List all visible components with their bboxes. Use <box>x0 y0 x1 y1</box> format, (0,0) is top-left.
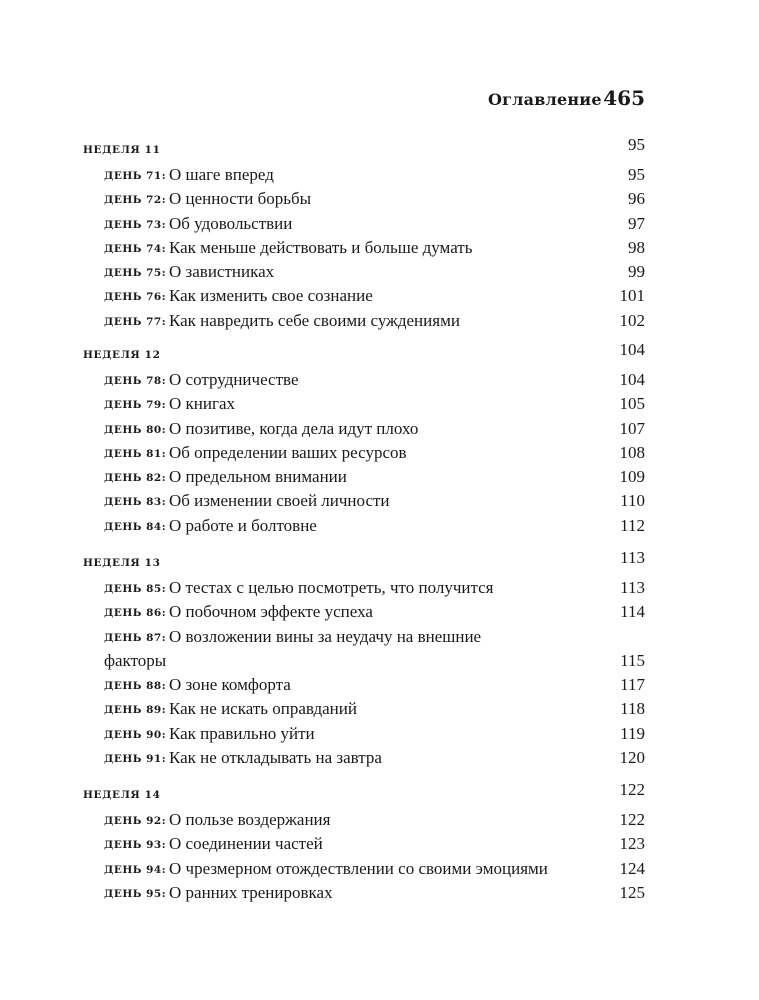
toc-entry-continuation[interactable] <box>83 651 645 675</box>
day-label: ДЕНЬ 88: <box>104 680 167 693</box>
day-title: О предельном внимании <box>169 467 347 487</box>
week-section <box>83 340 645 540</box>
day-label: ДЕНЬ 91: <box>104 753 167 766</box>
toc-entry[interactable] <box>83 286 645 310</box>
week-heading <box>83 780 645 810</box>
day-title: О пользе воздержания <box>169 810 331 829</box>
day-label: ДЕНЬ 85: <box>104 583 167 595</box>
toc-entry[interactable] <box>83 699 645 723</box>
week-label: НЕДЕЛЯ 12 <box>83 349 161 361</box>
toc-entry[interactable] <box>83 810 645 834</box>
week-section <box>83 548 645 772</box>
day-title: Об удовольствии <box>169 213 293 233</box>
day-label: ДЕНЬ 84: <box>104 520 167 533</box>
toc-entry[interactable] <box>83 238 645 262</box>
toc-entry[interactable] <box>83 394 645 418</box>
day-label: ДЕНЬ 80: <box>104 423 167 436</box>
day-title: Об определении ваших ресурсов <box>169 442 407 462</box>
day-title: Об изменении своей личности <box>169 491 390 511</box>
day-title: О побочном эффекте успеха <box>169 602 373 622</box>
day-label: ДЕНЬ 82: <box>104 472 167 485</box>
day-page-number: 95 <box>628 165 645 184</box>
toc-entry[interactable] <box>83 516 645 540</box>
day-label: ДЕНЬ 92: <box>104 815 167 827</box>
week-page-number: 113 <box>620 548 645 567</box>
day-title: О книгах <box>169 394 235 414</box>
week-heading <box>83 340 645 370</box>
toc-entry[interactable] <box>83 859 645 883</box>
day-label: ДЕНЬ 83: <box>104 496 167 509</box>
day-label: ДЕНЬ 73: <box>104 218 167 231</box>
day-title: О работе и болтовне <box>169 515 317 535</box>
day-label: ДЕНЬ 79: <box>104 399 167 412</box>
day-page-number: 118 <box>620 699 645 719</box>
day-title: Как не откладывать на завтра <box>169 748 382 768</box>
day-label: ДЕНЬ 87: <box>104 631 167 644</box>
day-title: О чрезмерном отождествлении со своими эмоциями <box>169 858 548 878</box>
day-label: ДЕНЬ 86: <box>104 607 167 620</box>
day-page-number: 102 <box>619 310 645 330</box>
day-label: ДЕНЬ 78: <box>104 375 167 387</box>
day-label: ДЕНЬ 77: <box>104 315 167 328</box>
day-title: О шаге вперед <box>169 165 274 184</box>
day-page-number: 125 <box>619 882 645 902</box>
day-title: О зоне комфорта <box>169 675 291 695</box>
day-title: Как меньше действовать и больше думать <box>169 237 473 257</box>
day-title: О завистниках <box>169 262 275 282</box>
toc-entry[interactable] <box>83 311 645 335</box>
day-page-number: 107 <box>619 418 645 438</box>
day-title: Как правильно уйти <box>169 723 315 743</box>
day-page-number: 117 <box>620 675 645 695</box>
week-heading <box>83 135 645 165</box>
toc-entry[interactable] <box>83 602 645 626</box>
day-page-number: 96 <box>628 189 645 209</box>
toc-entry[interactable] <box>83 165 645 189</box>
week-section <box>83 780 645 907</box>
day-page-number: 108 <box>619 442 645 462</box>
toc-entry[interactable] <box>83 370 645 394</box>
toc-entry[interactable] <box>83 627 645 651</box>
toc-entry[interactable] <box>83 214 645 238</box>
day-page-number: 124 <box>619 858 645 878</box>
page-number: 465 <box>603 86 645 110</box>
week-label: НЕДЕЛЯ 13 <box>83 557 161 569</box>
day-label: ДЕНЬ 76: <box>104 291 167 304</box>
toc-entry[interactable] <box>83 491 645 515</box>
day-label: ДЕНЬ 89: <box>104 704 167 717</box>
toc-entry[interactable] <box>83 262 645 286</box>
running-header <box>460 86 645 114</box>
day-label: ДЕНЬ 93: <box>104 839 167 852</box>
day-page-number: 115 <box>620 650 645 670</box>
day-label: ДЕНЬ 75: <box>104 267 167 280</box>
day-title: Как изменить свое сознание <box>169 286 373 306</box>
running-header-title: Оглавление <box>488 90 602 109</box>
toc-entry[interactable] <box>83 443 645 467</box>
day-title: О соединении частей <box>169 834 323 854</box>
week-section <box>83 135 645 335</box>
day-title: О тестах с целью посмотреть, что получится <box>169 578 494 597</box>
toc-entry[interactable] <box>83 419 645 443</box>
day-page-number: 101 <box>619 286 645 306</box>
day-page-number: 123 <box>619 834 645 854</box>
day-title: О ценности борьбы <box>169 189 312 209</box>
week-page-number: 122 <box>619 780 645 799</box>
day-page-number: 105 <box>619 394 645 414</box>
day-page-number: 109 <box>619 467 645 487</box>
day-page-number: 122 <box>619 810 645 829</box>
toc-entry[interactable] <box>83 724 645 748</box>
day-page-number: 119 <box>620 723 645 743</box>
toc-entry[interactable] <box>83 675 645 699</box>
day-label: ДЕНЬ 74: <box>104 242 167 255</box>
day-title: О возложении вины за неудачу на внешние <box>169 626 482 646</box>
day-label: ДЕНЬ 72: <box>104 194 167 207</box>
day-title: О позитиве, когда дела идут плохо <box>169 418 419 438</box>
week-label: НЕДЕЛЯ 11 <box>83 144 161 156</box>
day-page-number: 112 <box>620 515 645 535</box>
toc-entry[interactable] <box>83 883 645 907</box>
day-label: ДЕНЬ 81: <box>104 447 167 460</box>
day-label: ДЕНЬ 71: <box>104 170 167 182</box>
day-page-number: 97 <box>628 213 645 233</box>
day-page-number: 120 <box>619 748 645 768</box>
day-page-number: 98 <box>628 237 645 257</box>
day-page-number: 113 <box>620 578 645 597</box>
day-title: Как не искать оправданий <box>169 699 357 719</box>
week-page-number: 104 <box>619 340 645 359</box>
week-heading <box>83 548 645 578</box>
toc-entry[interactable] <box>83 578 645 602</box>
day-title: Как навредить себе своими суждениями <box>169 310 460 330</box>
day-label: ДЕНЬ 95: <box>104 887 167 900</box>
day-label: ДЕНЬ 90: <box>104 728 167 741</box>
week-label: НЕДЕЛЯ 14 <box>83 789 161 801</box>
toc-entry[interactable] <box>83 467 645 491</box>
day-label: ДЕНЬ 94: <box>104 863 167 876</box>
day-page-number: 99 <box>628 262 645 282</box>
day-title-continuation: факторы <box>104 650 167 670</box>
toc-entry[interactable] <box>83 748 645 772</box>
day-title: О сотрудничестве <box>169 370 299 389</box>
toc-entry[interactable] <box>83 189 645 213</box>
day-page-number: 114 <box>620 602 645 622</box>
toc-entry[interactable] <box>83 834 645 858</box>
day-title: О ранних тренировках <box>169 882 333 902</box>
day-page-number: 104 <box>619 370 645 389</box>
week-page-number: 95 <box>628 135 645 154</box>
day-page-number: 110 <box>620 491 645 511</box>
